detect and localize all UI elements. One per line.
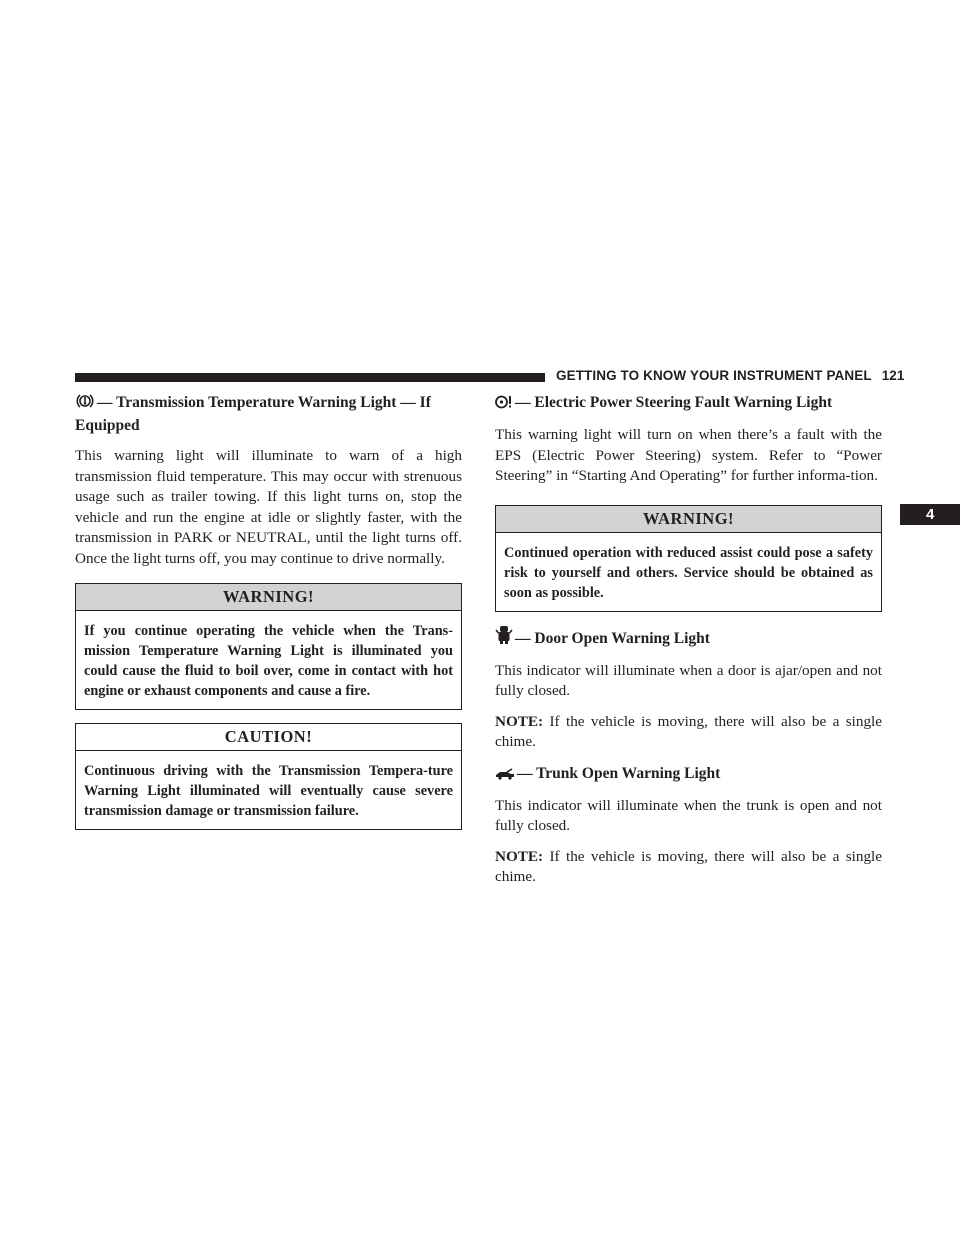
trunk-note [495,847,882,888]
eps-heading [495,392,882,415]
eps-body: This warning light will turn on when there’s a fault with the EPS (Electric Power Steering) system. Refer to “Power Steering” in “Starting And Operating” for further informa-tion. [495,426,882,484]
chapter-tab[interactable]: 4 [900,504,960,525]
door-heading-text: — Door Open Warning Light [515,629,710,647]
warning-title: WARNING! [76,584,461,611]
transmission-heading [75,392,462,436]
door-heading [495,625,882,651]
trunk-open-icon [495,765,515,786]
left-column [75,392,462,843]
eps-warning-title: WARNING! [496,506,881,533]
door-note-label: NOTE: [495,712,544,730]
transmission-body: This warning light will illuminate to warn of a high transmission fluid temperature. This may occur with strenuous usage such as trailer towing. If this light turns on, stop the vehicle and run the engine at idle or slightly faster, with the transmission in PARK or NEUTRAL, until the light turns off. Once the light turns off, you may continue to drive normally. [75,447,462,567]
eps-warning-box [495,505,882,612]
trunk-heading [495,763,882,786]
header-bar [75,373,545,382]
right-column [495,392,882,898]
caution-text: Continuous driving with the Transmission Tempera-ture Warning Light illuminated will eventually cause severe transmission damage or transmission failure. [84,763,453,819]
page-header [556,368,905,383]
trunk-body: This indicator will illuminate when the trunk is open and not fully closed. [495,796,882,834]
trunk-note-text: If the vehicle is moving, there will also be a single chime. [495,847,882,885]
transmission-heading-text: — Transmission Temperature Warning Light — If Equipped [75,394,431,434]
door-open-icon [495,625,513,651]
warning-text: If you continue operating the vehicle when the Trans-mission Temperature Warning Light is illuminated you could cause the fluid to boil over, come in contact with hot engine or exhaust components and cause a fire. [84,623,453,699]
eps-heading-text: — Electric Power Steering Fault Warning Light [515,394,833,411]
door-note [495,712,882,753]
header-title: GETTING TO KNOW YOUR INSTRUMENT PANEL [556,368,872,383]
eps-warning-text: Continued operation with reduced assist could pose a safety risk to yourself and others. Service should be obtained as soon as possible. [504,544,873,601]
trunk-heading-text: — Trunk Open Warning Light [517,764,721,782]
caution-title: CAUTION! [76,724,461,751]
power-steering-icon [495,394,513,415]
door-note-text: If the vehicle is moving, there will also be a single chime. [495,712,882,750]
transmission-warning-box [75,583,462,710]
transmission-caution-box [75,723,462,830]
page-number: 121 [881,368,905,383]
transmission-temperature-icon [75,393,95,415]
door-body: This indicator will illuminate when a door is ajar/open and not fully closed. [495,661,882,699]
trunk-note-label: NOTE: [495,847,544,865]
